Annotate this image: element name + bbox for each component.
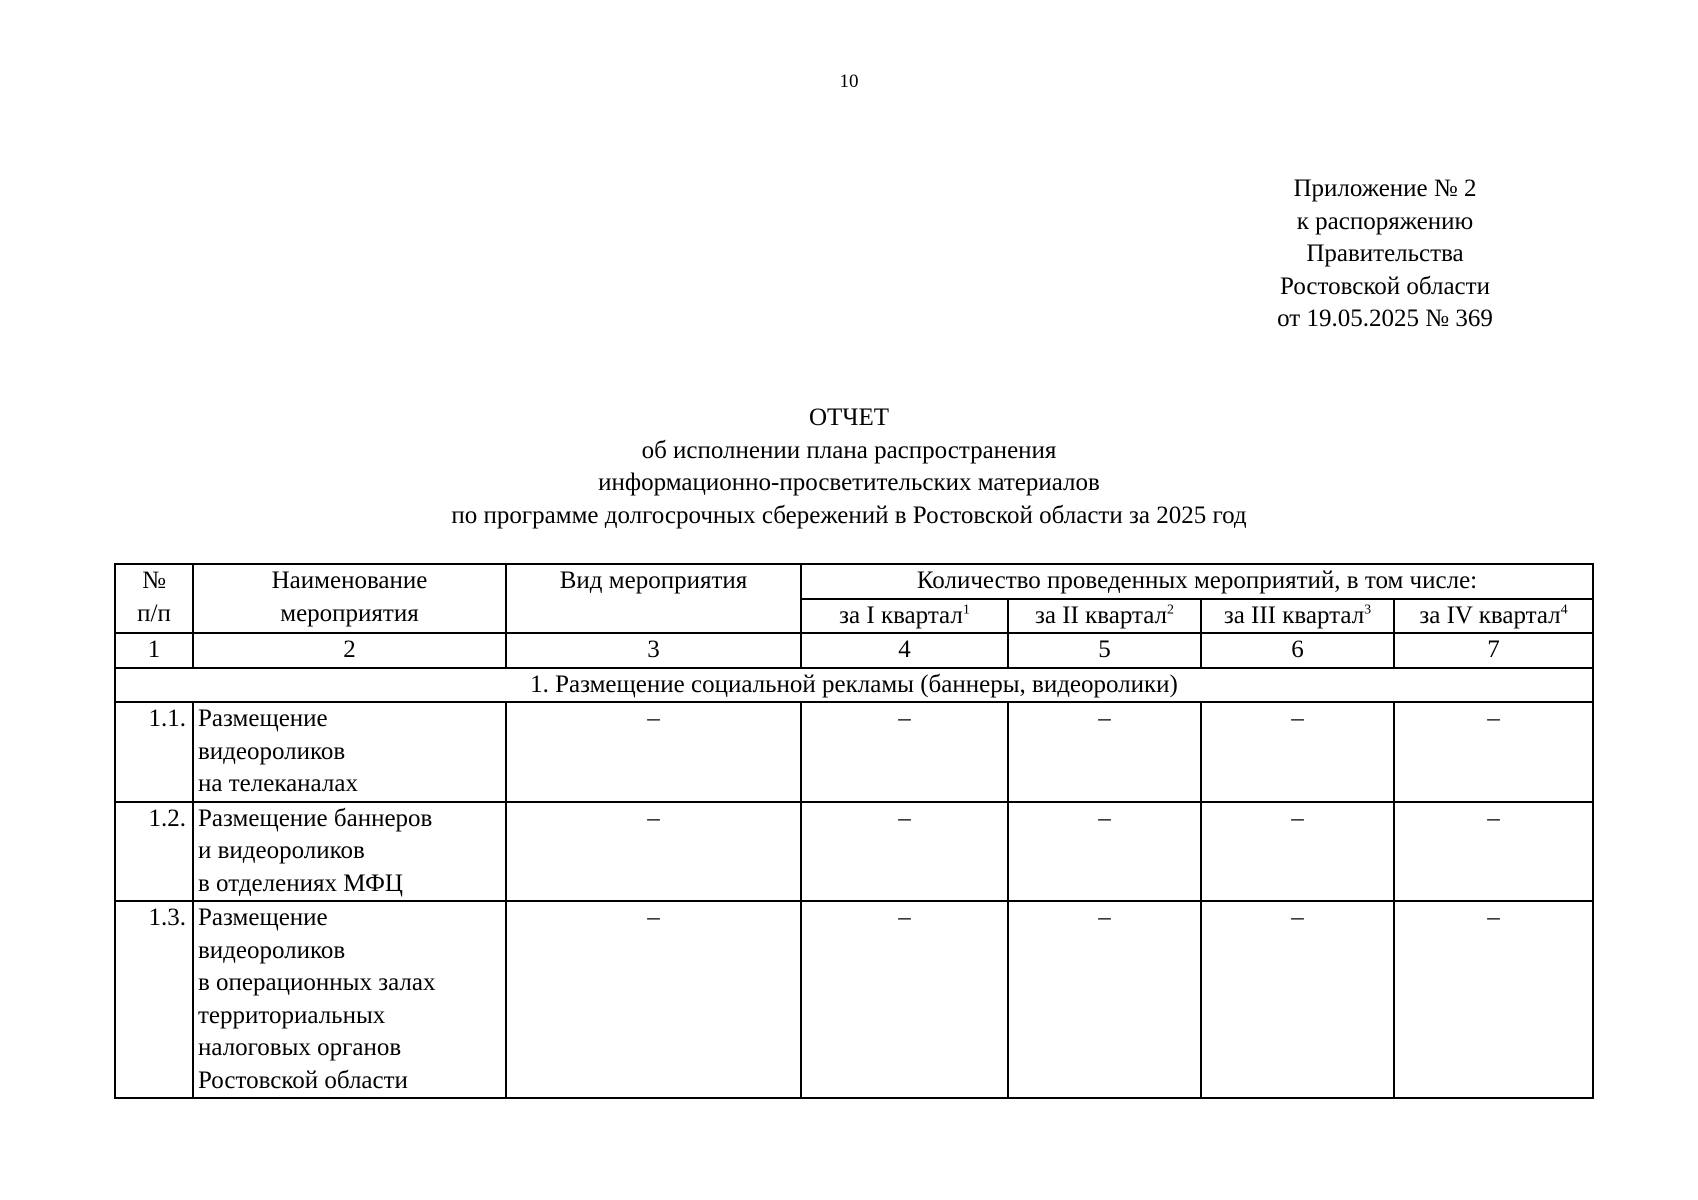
row-name-line: Ростовской области: [198, 1066, 408, 1094]
row-name-line: в операционных залах: [198, 969, 436, 996]
report-title-line: по программе долгосрочных сбережений в Ростовской области за 2025 год: [451, 501, 1247, 529]
table-row: [115, 802, 1593, 902]
row-name-line: и видеороликов: [198, 837, 365, 864]
appendix-block: [1220, 173, 1550, 336]
report-table: [114, 563, 1594, 1099]
header-q4-label: за IV квартал: [1419, 601, 1561, 629]
row-q1: –: [801, 702, 1008, 802]
row-name-line: налоговых органов: [198, 1034, 402, 1061]
footnote-marker: 4: [1560, 602, 1568, 618]
header-name-line: Наименование: [271, 567, 428, 594]
row-q2: –: [1008, 901, 1201, 1098]
row-q2: –: [1008, 802, 1201, 902]
row-q4: –: [1394, 802, 1593, 902]
row-name: [193, 702, 506, 802]
section-title: 1. Размещение социальной рекламы (баннеры, видеоролики): [115, 668, 1593, 703]
appendix-line: Приложение № 2: [1293, 175, 1477, 202]
header-q3-label: за III квартал: [1223, 601, 1365, 629]
section-row: [115, 668, 1593, 703]
row-name-line: Размещение: [198, 705, 328, 732]
row-name-line: Размещение: [198, 904, 328, 931]
row-type: –: [506, 901, 801, 1098]
header-q1-cell: [801, 599, 1008, 634]
row-q3: –: [1201, 901, 1394, 1098]
appendix-line: Ростовской области: [1280, 272, 1490, 300]
row-type: –: [506, 802, 801, 902]
row-name-line: территориальных: [198, 1001, 386, 1029]
column-number: 7: [1394, 633, 1593, 668]
header-type-cell: Вид мероприятия: [506, 564, 801, 633]
row-number: 1.1.: [115, 702, 193, 802]
header-num-cell: [115, 564, 193, 633]
row-name-line: в отделениях МФЦ: [198, 869, 403, 897]
appendix-line: Правительства: [1306, 240, 1464, 267]
table-header-row: [115, 564, 1593, 599]
footnote-marker: 2: [1167, 602, 1175, 618]
row-q4: –: [1394, 702, 1593, 802]
column-number: 1: [115, 633, 193, 668]
row-q3: –: [1201, 802, 1394, 902]
header-name-cell: [193, 564, 506, 633]
header-q2-cell: [1008, 599, 1201, 634]
header-name-line: мероприятия: [280, 599, 419, 627]
row-type: –: [506, 702, 801, 802]
table-row: [115, 901, 1593, 1098]
row-name: [193, 802, 506, 902]
row-name-line: Размещение баннеров: [198, 804, 433, 832]
report-title: [0, 402, 1698, 532]
row-q1: –: [801, 802, 1008, 902]
report-title-line: ОТЧЕТ: [808, 404, 890, 431]
footnote-marker: 1: [962, 602, 970, 618]
row-name-line: видеороликов: [198, 737, 346, 765]
header-q3-cell: [1201, 599, 1394, 634]
row-number: 1.3.: [115, 901, 193, 1098]
table-row: [115, 702, 1593, 802]
report-title-line: об исполнении плана распространения: [641, 436, 1057, 464]
column-number: 2: [193, 633, 506, 668]
appendix-line: к распоряжению: [1296, 207, 1474, 235]
column-number: 3: [506, 633, 801, 668]
row-name-line: видеороликов: [198, 936, 346, 964]
page-number: 10: [839, 71, 859, 92]
column-number: 5: [1008, 633, 1201, 668]
row-name: [193, 901, 506, 1098]
row-number: 1.2.: [115, 802, 193, 902]
row-q2: –: [1008, 702, 1201, 802]
appendix-line: от 19.05.2025 № 369: [1277, 305, 1493, 332]
header-q2-label: за II квартал: [1034, 601, 1168, 629]
column-number: 4: [801, 633, 1008, 668]
header-count-group-cell: Количество проведенных мероприятий, в том числе:: [801, 564, 1593, 599]
header-num-line: п/п: [137, 599, 171, 627]
row-name-line: на телеканалах: [198, 770, 358, 797]
row-q1: –: [801, 901, 1008, 1098]
footnote-marker: 3: [1364, 602, 1372, 618]
report-title-line: информационно-просветительских материалов: [598, 469, 1100, 496]
column-numbering-row: [115, 633, 1593, 668]
row-q3: –: [1201, 702, 1394, 802]
header-q1-label: за I квартал: [839, 601, 963, 629]
header-q4-cell: [1394, 599, 1593, 634]
row-q4: –: [1394, 901, 1593, 1098]
column-number: 6: [1201, 633, 1394, 668]
header-num-line: №: [142, 567, 166, 594]
